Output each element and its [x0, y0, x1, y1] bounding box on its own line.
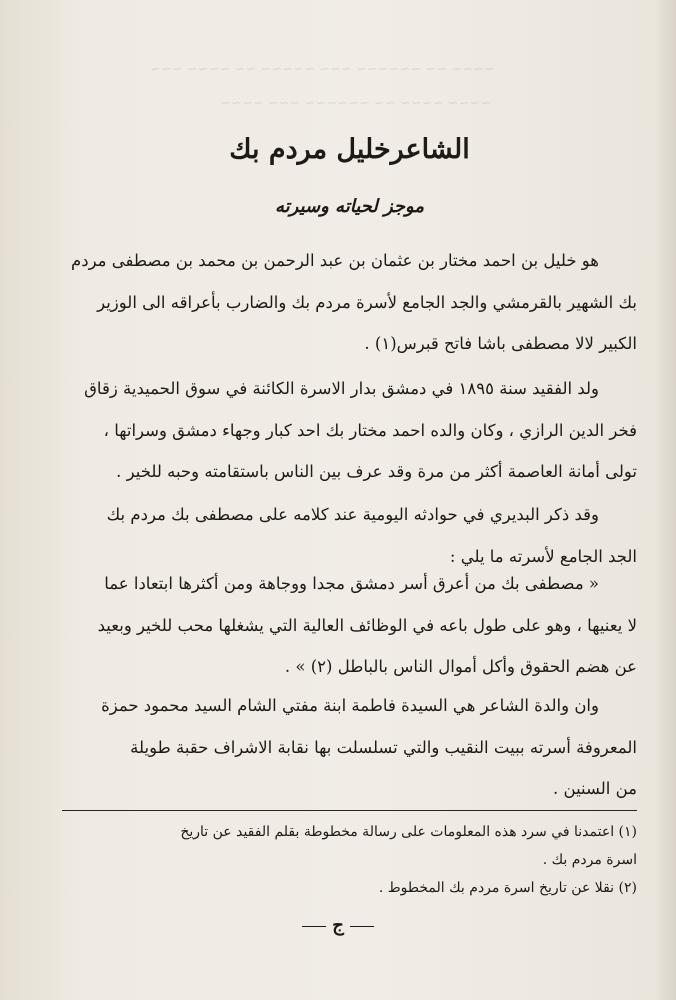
footnotes — [62, 818, 637, 902]
page-number-dash — [302, 926, 326, 927]
page-edge-shadow — [654, 0, 676, 1000]
footnote-divider — [62, 810, 637, 811]
page-number — [0, 915, 676, 936]
page-subtitle: موجز لحياته وسيرته — [274, 196, 424, 217]
paragraph-line: بك الشهير بالقرمشي والجد الجامع لأسرة مردم بك والضارب بأعراقه الى الوزير — [97, 292, 637, 312]
paragraph-line: المعروفة أسرته ببيت النقيب والتي تسلسلت بها نقابة الاشراف حقبة طويلة — [130, 737, 637, 757]
paragraph-line: ولد الفقيد سنة ١٨٩٥ في دمشق بدار الاسرة الكائنة في سوق الحميدية زقاق — [84, 379, 599, 398]
page-number-dash — [350, 926, 374, 927]
page-title: الشاعرخليل مردم بك — [229, 134, 470, 165]
footnote-2-line: (٢) نقلا عن تاريخ اسرة مردم بك المخطوط . — [378, 880, 637, 896]
paragraph-line: « مصطفى بك من أعرق أسر دمشق مجدا ووجاهة ومن أكثرها ابتعادا عما — [104, 574, 599, 593]
footnote-1-line: (١) اعتمدنا في سرد هذه المعلومات على رسالة مخطوطة بقلم الفقيد عن تاريخ — [180, 824, 637, 840]
paragraph-line: وان والدة الشاعر هي السيدة فاطمة ابنة مفتي الشام السيد محمود حمزة — [101, 696, 599, 715]
paragraph-line: الكبير لالا مصطفى باشا فاتح قبرس(١) . — [364, 334, 637, 353]
paragraph-line: الجد الجامع لأسرته ما يلي : — [449, 546, 637, 566]
paragraph-line: تولى أمانة العاصمة أكثر من مرة وقد عرف بين الناس باستقامته وحبه للخير . — [116, 462, 637, 481]
page-number-letter: ج — [332, 915, 344, 936]
paragraph-lineage — [62, 240, 637, 365]
paragraph-line: عن هضم الحقوق وأكل أموال الناس بالباطل (٢) » . — [284, 657, 637, 676]
paragraph-line: فخر الدين الرازي ، وكان والده احمد مختار بك احد كبار وجهاء دمشق وسراتها ، — [103, 420, 637, 440]
paragraph-line: من السنين . — [553, 779, 637, 798]
footnote-1-line: اسرة مردم بك . — [542, 852, 637, 868]
show-through-text: ~~~ ~~~~ ~~ ~~~~~ ~~~ ~~~~~~ ~~ ~~~~ — [150, 62, 495, 77]
paragraph-quote — [62, 563, 637, 688]
paragraph-mother — [62, 685, 637, 810]
paragraph-birth — [62, 368, 637, 493]
show-through-text: ~~~~ ~~~ ~~~~~~ ~~ ~~~~ ~~~~ — [220, 96, 492, 111]
paragraph-line: وقد ذكر البديري في حوادثه اليومية عند كلامه على مصطفى بك مردم بك — [106, 505, 599, 524]
paragraph-line: هو خليل بن احمد مختار بن عثمان بن عبد الرحمن بن محمد بن مصطفى مردم — [71, 251, 599, 270]
paragraph-line: لا يعنيها ، وهو على طول باعه في الوظائف العالية التي يشغلها محب للخير وبعيد — [97, 615, 637, 635]
